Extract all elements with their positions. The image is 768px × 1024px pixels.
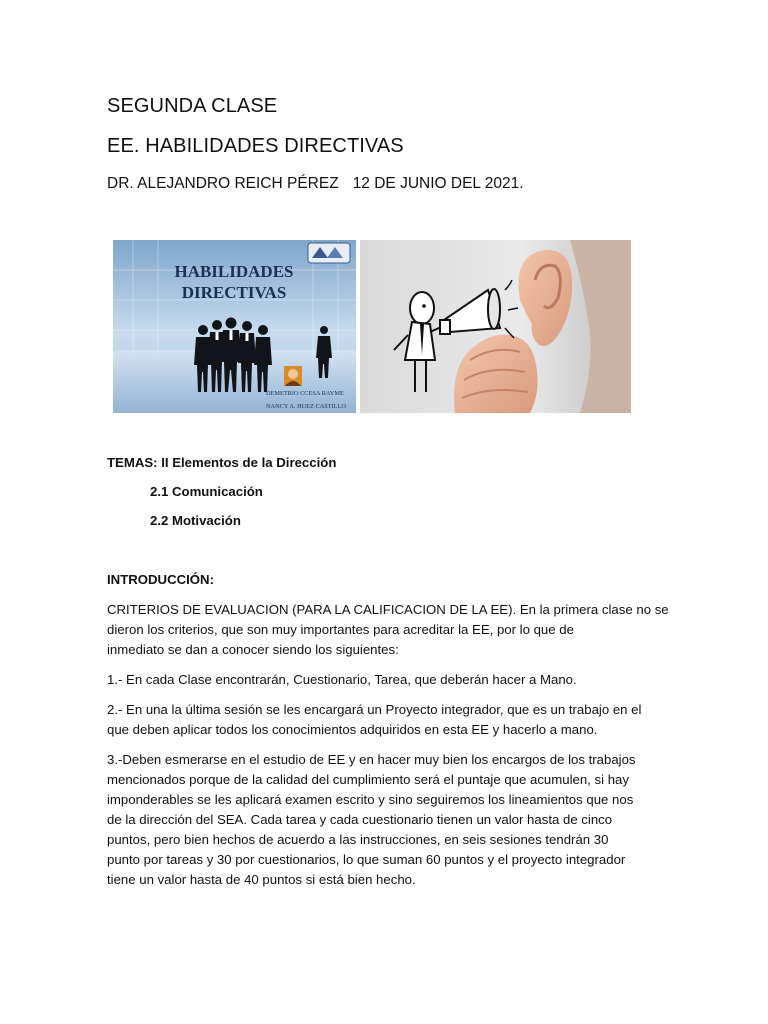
author-photo [284, 366, 302, 386]
paragraph-line: 1.- En cada Clase encontrarán, Cuestionario, Tarea, que deberán hacer a Mano. [107, 672, 577, 687]
criterio-2-paragraph [107, 700, 667, 740]
paragraph-line: CRITERIOS DE EVALUACION (PARA LA CALIFICACION DE LA EE). En la primera clase no se [107, 602, 669, 617]
criterios-paragraph [107, 600, 667, 660]
paragraph-line: imponderables se les aplicará examen escrito y sino seguiremos los lineamientos que nos [107, 792, 634, 807]
habilidades-directivas-image [113, 240, 356, 413]
criterio-1-paragraph [107, 670, 667, 690]
paragraph-line: que deben aplicar todos los conocimientos adquiridos en esta EE y hacerlo a mano. [107, 722, 598, 737]
communication-image [360, 240, 631, 413]
author-date-line [107, 175, 524, 193]
paragraph-line: inmediato se dan a conocer siendo los siguientes: [107, 642, 399, 657]
paragraph-line: de la dirección del SEA. Cada tarea y cada cuestionario tienen un valor hasta de cinco [107, 812, 613, 827]
image-title-line2: DIRECTIVAS [181, 283, 287, 302]
paragraph-line: mencionados porque de la calidad del cumplimiento será el puntaje que acumulen, si hay [107, 772, 629, 787]
image-caption-1: DEMETRIO CCESA RAYME [266, 390, 344, 397]
paragraph-line: dieron los criterios, que son muy importantes para acreditar la EE, por lo que de [107, 622, 574, 637]
paragraph-line: 2.- En una la última sesión se les encargará un Proyecto integrador, que es un trabajo en el [107, 702, 642, 717]
paragraph-line: tiene un valor hasta de 40 puntos si está bien hecho. [107, 872, 416, 887]
introduccion-heading: INTRODUCCIÓN: [107, 572, 214, 587]
paragraph-line: punto por tareas y 30 por cuestionarios, lo que suman 60 puntos y el proyecto integrador [107, 852, 626, 867]
criterio-3-paragraph [107, 750, 667, 890]
megaphone-ear-icon [360, 240, 631, 413]
course-title: EE. HABILIDADES DIRECTIVAS [107, 135, 404, 157]
paragraph-line: 3.-Deben esmerarse en el estudio de EE y en hacer muy bien los encargos de los trabajos [107, 752, 636, 767]
paragraph-line: puntos, pero bien hechos de acuerdo a las instrucciones, en seis sesiones tendrán 30 [107, 832, 609, 847]
image-caption-2: NANCY A. HUEZ CASTILLO [266, 403, 346, 410]
class-date: 12 DE JUNIO DEL 2021. [352, 175, 524, 192]
image-title-line1: HABILIDADES [174, 262, 294, 281]
gam-logo-icon [308, 243, 350, 263]
temas-label: TEMAS: II Elementos de la Dirección [107, 455, 337, 470]
class-title: SEGUNDA CLASE [107, 95, 278, 117]
author-name: DR. ALEJANDRO REICH PÉREZ [107, 175, 339, 192]
tema-item-motivacion: 2.2 Motivación [150, 513, 241, 528]
tema-item-comunicacion: 2.1 Comunicación [150, 484, 263, 499]
